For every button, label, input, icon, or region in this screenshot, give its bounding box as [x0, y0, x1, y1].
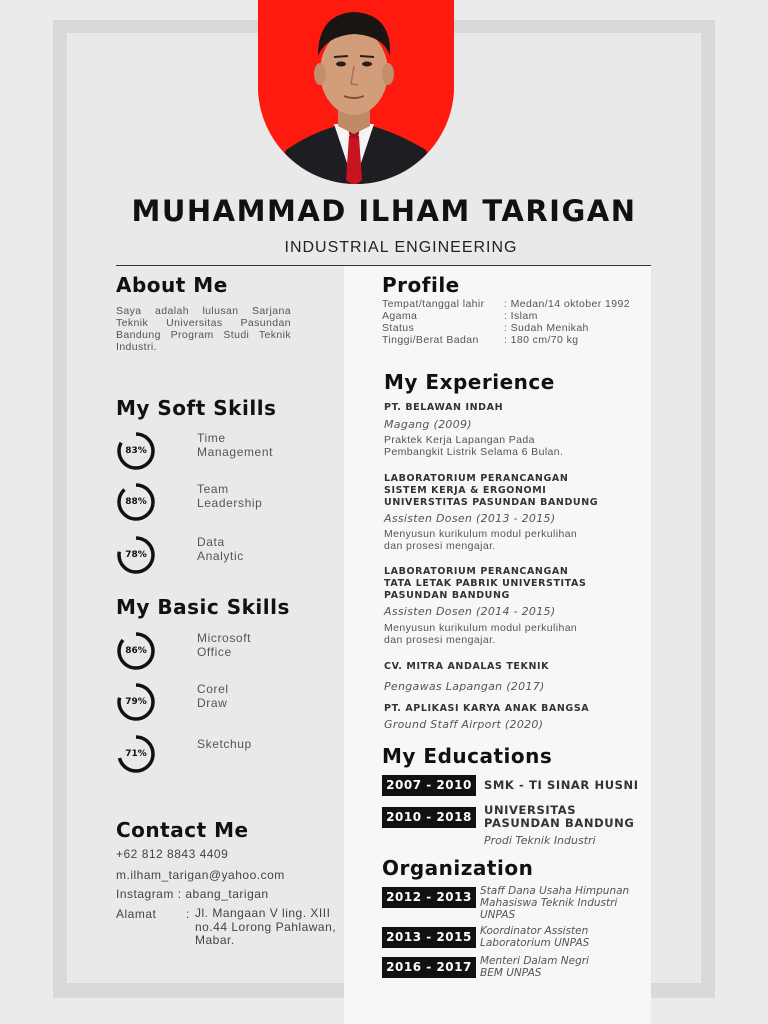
- skill-label: Sketchup: [197, 737, 252, 751]
- organization-role: Koordinator Assisten Laboratorium UNPAS: [480, 925, 590, 949]
- contact-email[interactable]: m.ilham_tarigan@yahoo.com: [116, 868, 285, 882]
- skill-row: [116, 631, 336, 671]
- contact-heading: Contact Me: [116, 818, 249, 842]
- organization-role: Menteri Dalam Negri BEM UNPAS: [480, 955, 589, 979]
- organization-years-badge: 2013 - 2015: [382, 927, 476, 948]
- profile-table: [382, 298, 652, 346]
- education-heading: My Educations: [382, 744, 553, 768]
- person-name: MUHAMMAD ILHAM TARIGAN: [131, 194, 637, 228]
- organization-years-badge: 2016 - 2017: [382, 957, 476, 978]
- skill-percent: 78%: [125, 550, 147, 560]
- skill-label: Time Management: [197, 431, 274, 459]
- skill-percent: 83%: [125, 446, 147, 456]
- experience-item: PT. BELAWAN INDAH Magang (2009) Praktek Kerja Lapangan Pada Pembangkit Listrik Selama 6 Bulan.: [384, 402, 564, 458]
- person-title: INDUSTRIAL ENGINEERING: [284, 239, 518, 256]
- profile-row: Status : Sudah Menikah: [382, 322, 589, 334]
- skill-percent: 88%: [125, 497, 147, 507]
- experience-item: LABORATORIUM PERANCANGAN TATA LETAK PABRIK UNIVERSTITAS PASUNDAN BANDUNG Assisten Dosen (2014 - 2015) Menyusun kurikulum modul perkulihan dan prosesi mengajar.: [384, 566, 587, 646]
- contact-phone[interactable]: +62 812 8843 4409: [116, 847, 229, 861]
- experience-item: PT. APLIKASI KARYA ANAK BANGSA Ground Staff Airport (2020): [384, 703, 590, 731]
- organization-role: Staff Dana Usaha Himpunan Mahasiswa Teknik Industri UNPAS: [480, 885, 630, 921]
- education-school: SMK - TI SINAR HUSNI: [484, 778, 639, 792]
- profile-row: Tempat/tanggal lahir : Medan/14 oktober 1992: [382, 298, 630, 310]
- skill-label: Data Analytic: [197, 535, 244, 563]
- contact-address: Jl. Mangaan V ling. XIII no.44 Lorong Pahlawan, Mabar.: [195, 906, 337, 947]
- skill-row: [116, 734, 336, 774]
- skill-row: [116, 682, 336, 722]
- organization-years-badge: 2012 - 2013: [382, 887, 476, 908]
- skill-row: [116, 482, 336, 522]
- skill-label: Team Leadership: [197, 482, 263, 510]
- skill-percent: 86%: [125, 646, 147, 656]
- contact-address-sep: :: [186, 907, 190, 921]
- skill-row: [116, 431, 336, 471]
- education-program: Prodi Teknik Industri: [484, 834, 596, 847]
- profile-heading: Profile: [382, 273, 460, 297]
- basic-skills-heading: My Basic Skills: [116, 595, 290, 619]
- header-divider: [116, 265, 651, 266]
- contact-instagram[interactable]: Instagram : abang_tarigan: [116, 887, 269, 901]
- about-heading: About Me: [116, 273, 228, 297]
- profile-row: Tinggi/Berat Badan : 180 cm/70 kg: [382, 334, 579, 346]
- education-school: UNIVERSITAS PASUNDAN BANDUNG: [484, 803, 635, 830]
- skill-label: Corel Draw: [197, 682, 229, 710]
- soft-skills-heading: My Soft Skills: [116, 396, 277, 420]
- contact-address-label: Alamat: [116, 907, 157, 921]
- skill-percent: 71%: [125, 749, 147, 759]
- profile-row: Agama : Islam: [382, 310, 538, 322]
- skill-row: [116, 535, 336, 575]
- organization-heading: Organization: [382, 856, 534, 880]
- skill-label: Microsoft Office: [197, 631, 252, 659]
- experience-heading: My Experience: [384, 370, 555, 394]
- skill-percent: 79%: [125, 697, 147, 707]
- experience-item: LABORATORIUM PERANCANGAN SISTEM KERJA & ERGONOMI UNIVERSTITAS PASUNDAN BANDUNG Assisten Dosen (2013 - 2015) Menyusun kurikulum modul perkulihan dan prosesi mengajar.: [384, 473, 599, 552]
- education-years-badge: 2007 - 2010: [382, 775, 476, 796]
- education-years-badge: 2010 - 2018: [382, 807, 476, 828]
- about-text: Saya adalah lulusan Sarjana Teknik Universitas Pasundan Bandung Program Studi Teknik Industri.: [116, 305, 291, 353]
- experience-item: CV. MITRA ANDALAS TEKNIK Pengawas Lapangan (2017): [384, 661, 550, 693]
